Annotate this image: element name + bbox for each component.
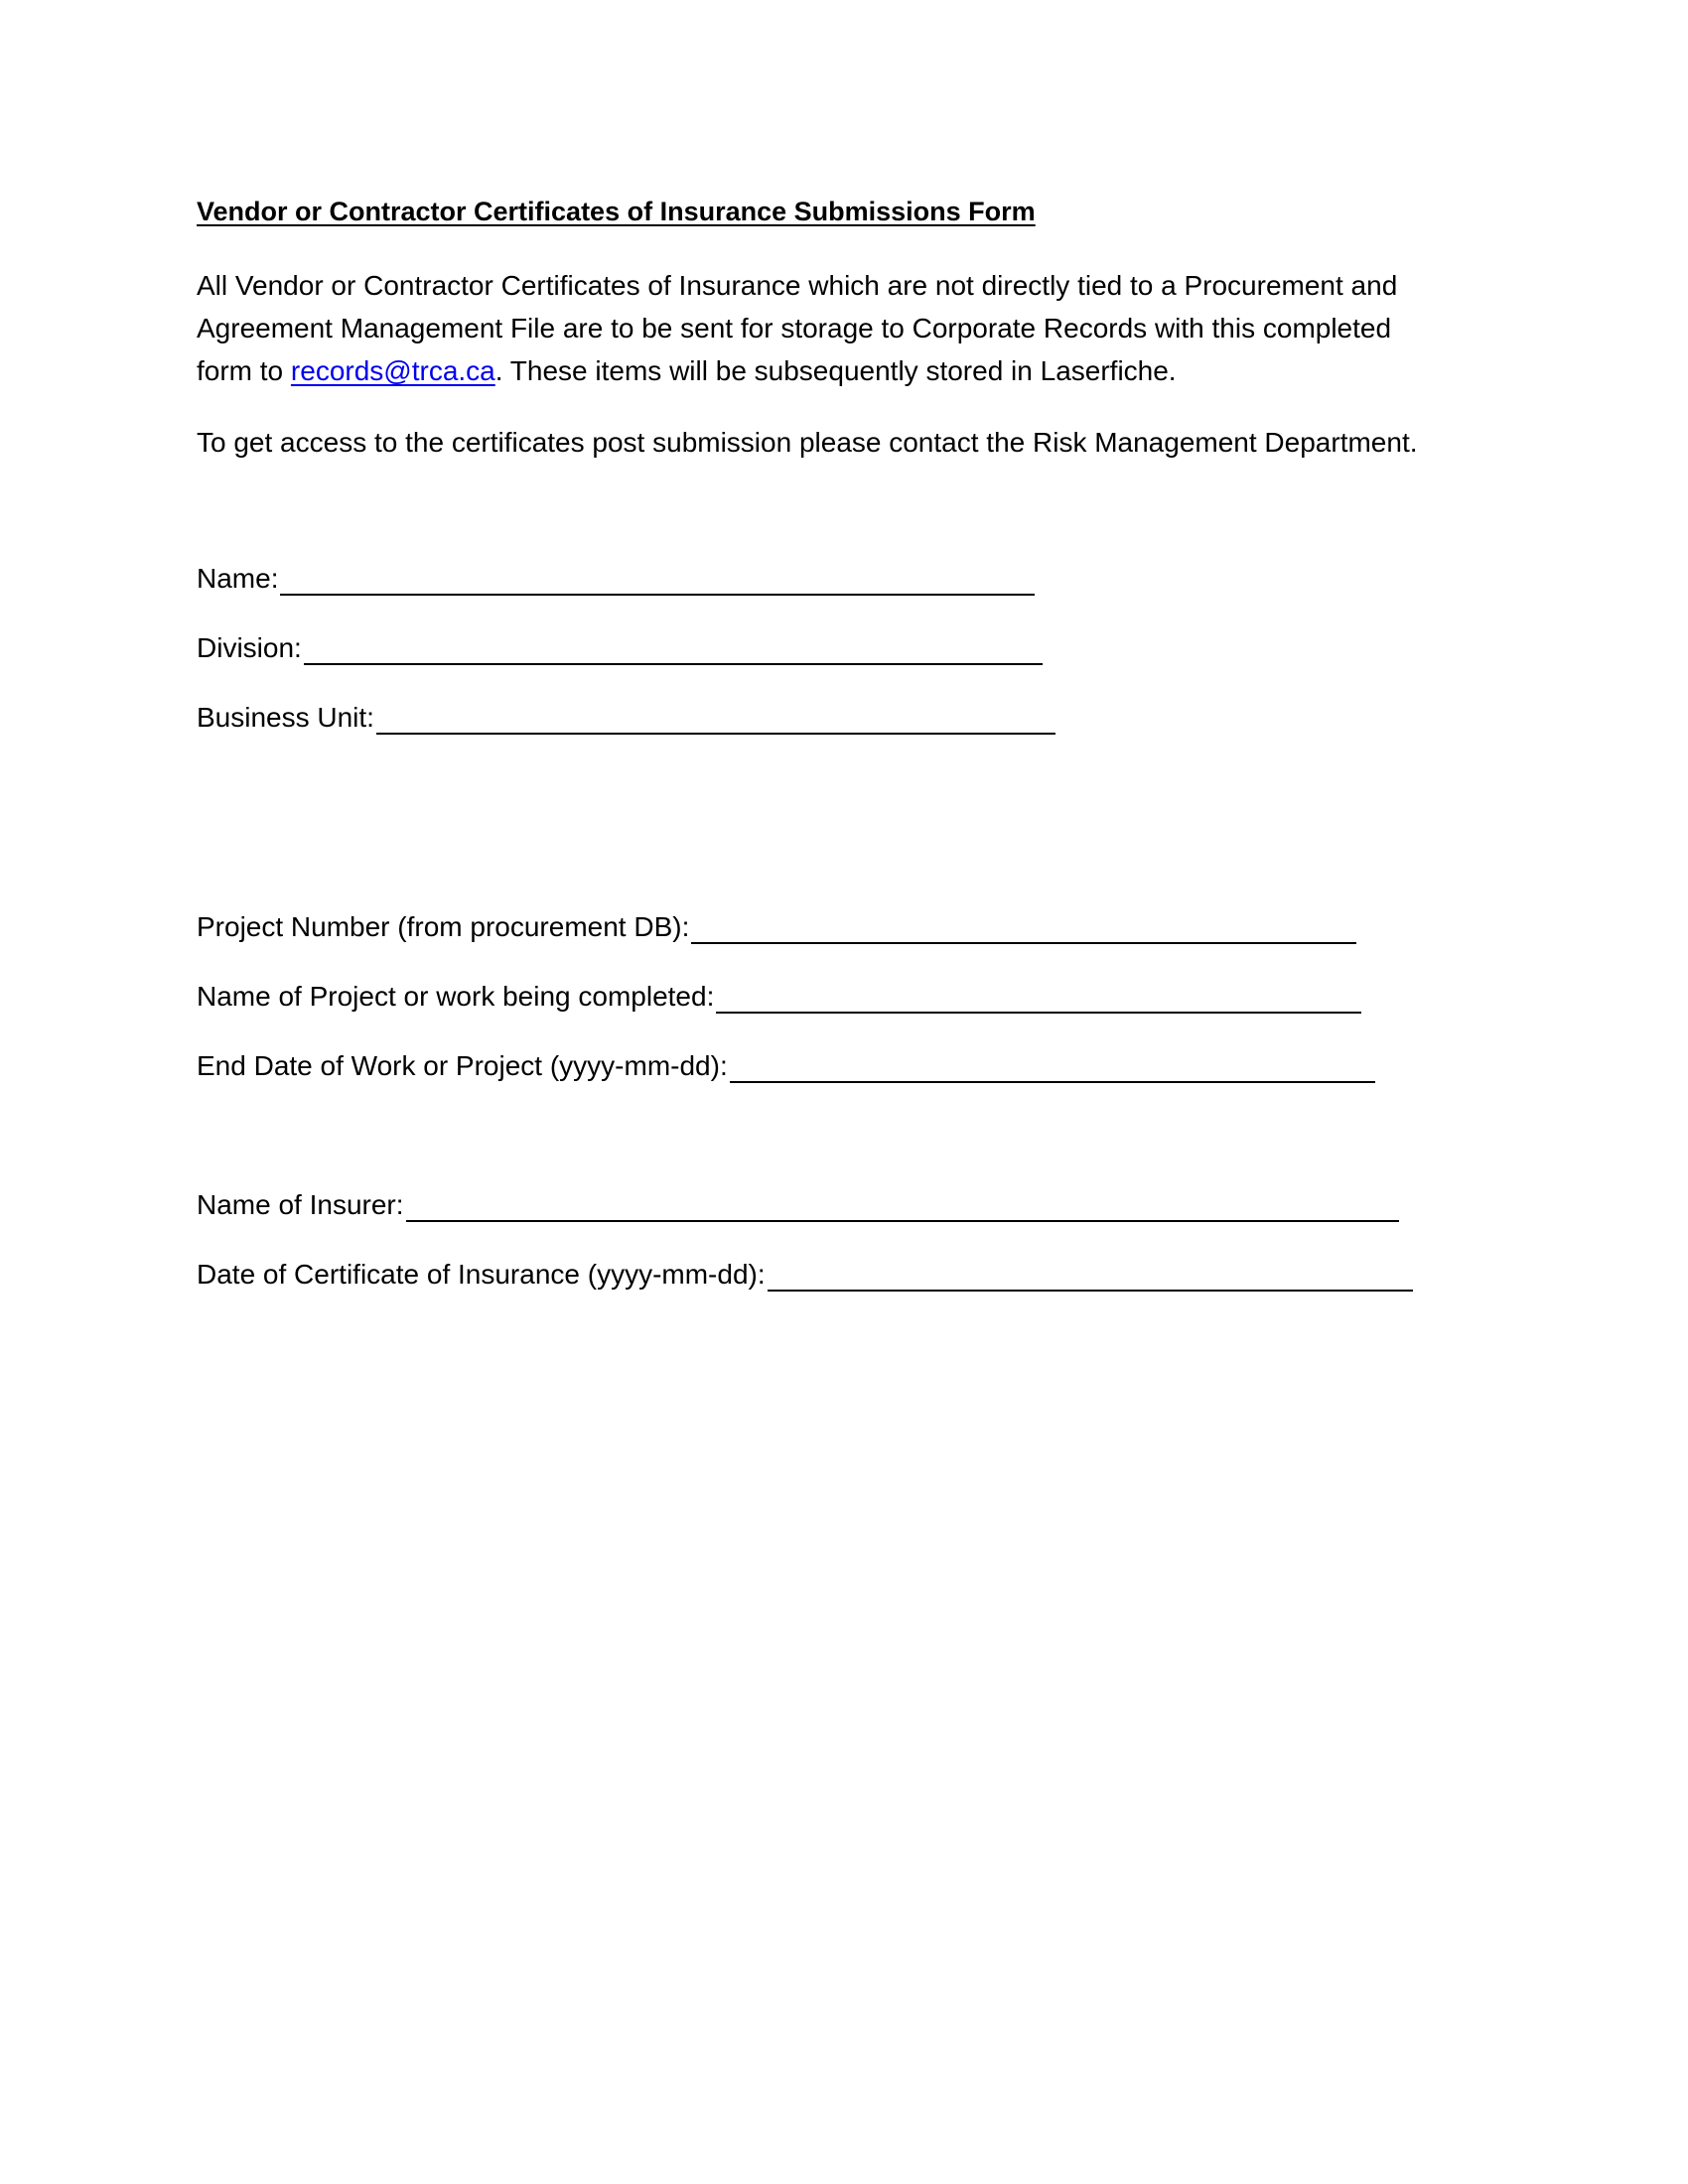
- project-name-field-row: [197, 980, 1361, 1014]
- end-date-field-label: End Date of Work or Project (yyyy-mm-dd):: [197, 1050, 728, 1081]
- division-field-line[interactable]: [304, 633, 1043, 665]
- intro-text-part1: All Vendor or Contractor Certificates of Insurance which are not directly tied to a Procurement and Agreement Management File are to be sent for storage to Corporate Records with this completed form to: [197, 270, 1398, 386]
- division-field-label: Division:: [197, 632, 302, 663]
- access-note: To get access to the certificates post submission please contact the Risk Management Department.: [197, 427, 1418, 458]
- project-number-field-row: [197, 910, 1356, 944]
- records-email-link[interactable]: records@trca.ca: [290, 355, 495, 386]
- insurer-field-line[interactable]: [406, 1190, 1399, 1222]
- name-field-label: Name:: [197, 563, 279, 594]
- intro-text-part2: . These items will be subsequently stored in Laserfiche.: [494, 355, 1177, 386]
- business-unit-field-line[interactable]: [376, 703, 1055, 735]
- project-name-field-label: Name of Project or work being completed:: [197, 981, 715, 1012]
- name-field-line[interactable]: [280, 564, 1035, 596]
- intro-paragraph: [197, 264, 1448, 392]
- business-unit-field-label: Business Unit:: [197, 702, 374, 733]
- business-unit-field-row: [197, 701, 1055, 735]
- form-title: Vendor or Contractor Certificates of Insurance Submissions Form: [197, 197, 1036, 226]
- insurer-field-label: Name of Insurer:: [197, 1189, 404, 1220]
- project-name-field-line[interactable]: [716, 982, 1361, 1014]
- certificate-date-field-row: [197, 1258, 1413, 1292]
- division-field-row: [197, 631, 1043, 665]
- end-date-field-line[interactable]: [730, 1051, 1375, 1083]
- end-date-field-row: [197, 1049, 1375, 1083]
- insurer-field-row: [197, 1188, 1399, 1222]
- project-number-field-line[interactable]: [691, 912, 1356, 944]
- certificate-date-field-line[interactable]: [768, 1260, 1413, 1292]
- project-number-field-label: Project Number (from procurement DB):: [197, 911, 690, 942]
- name-field-row: [197, 562, 1035, 596]
- certificate-date-field-label: Date of Certificate of Insurance (yyyy-mm-dd):: [197, 1259, 766, 1290]
